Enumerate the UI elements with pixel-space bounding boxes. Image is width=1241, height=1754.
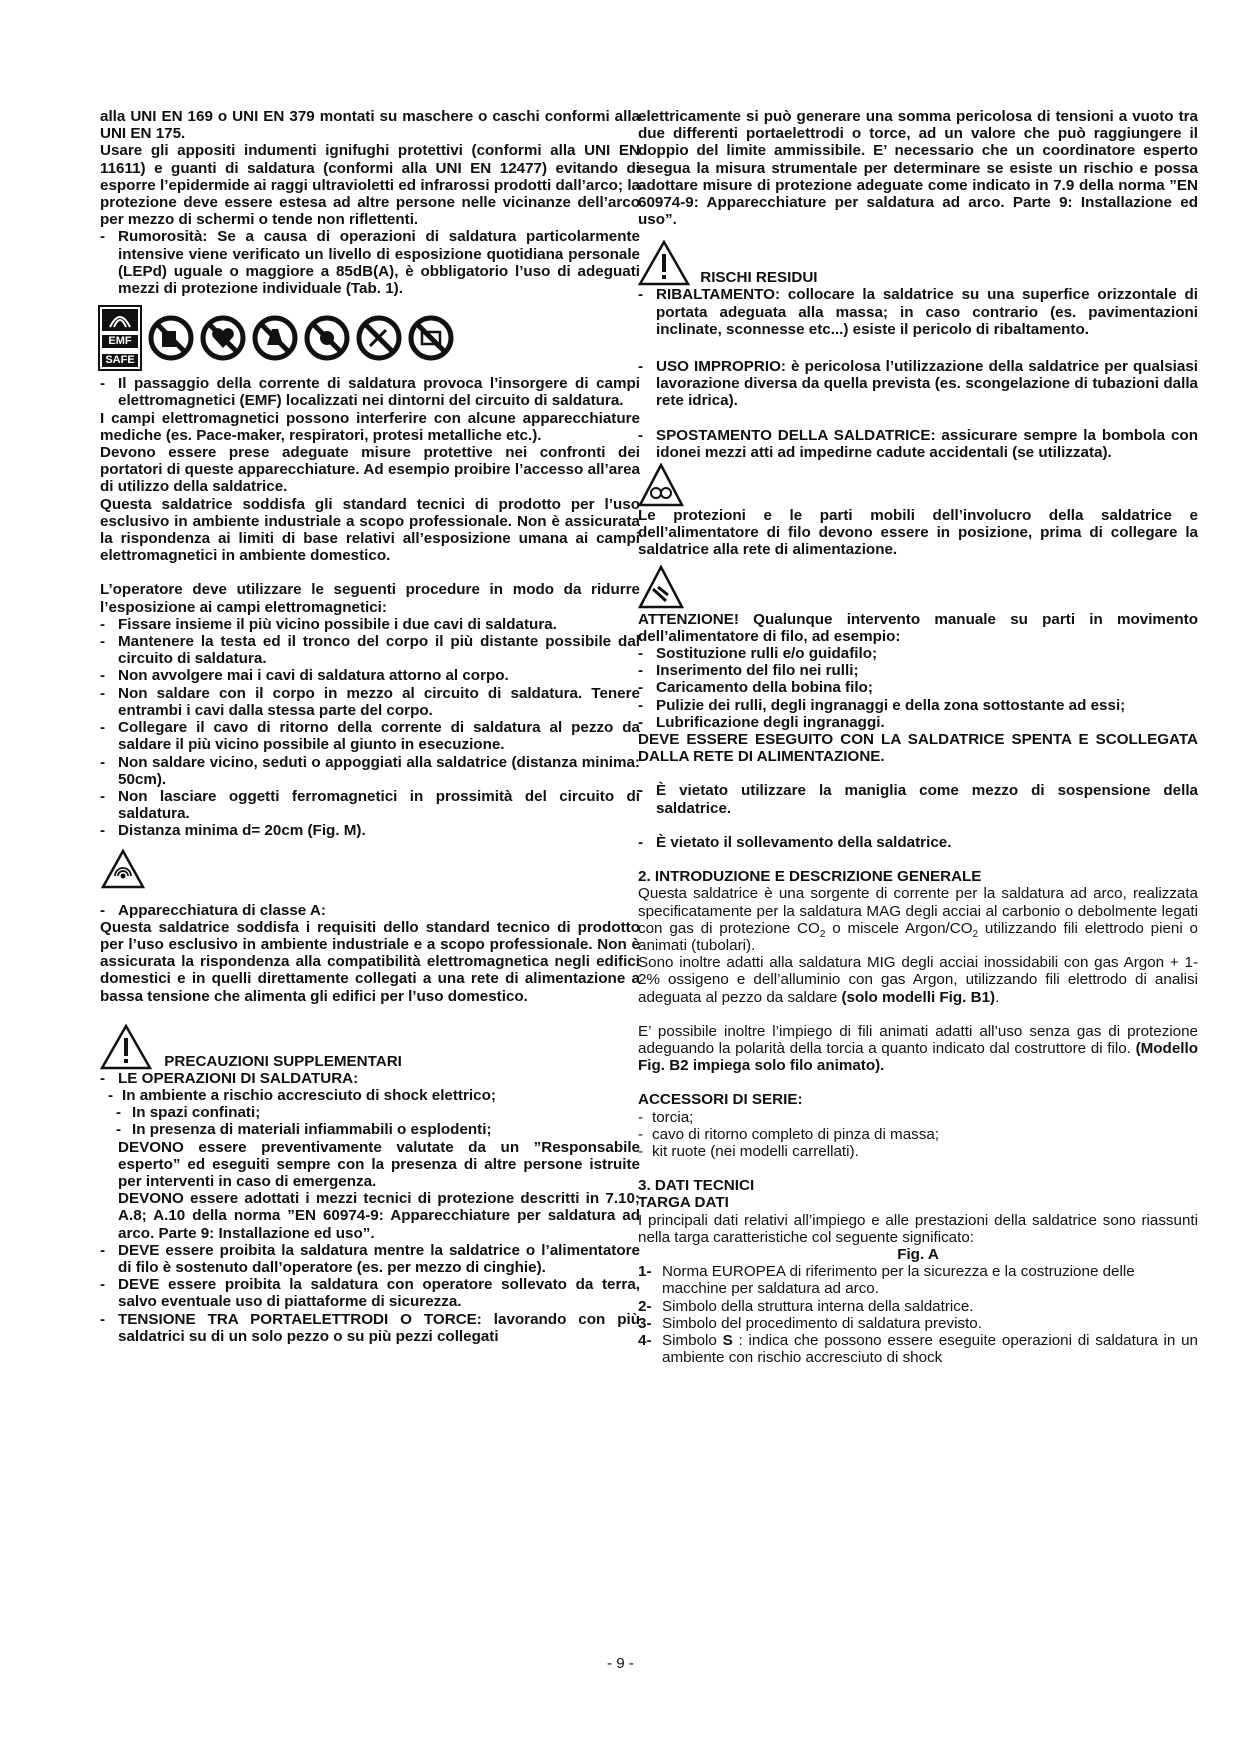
right-column xyxy=(638,108,1198,1366)
list-item: - RIBALTAMENTO: collocare la saldatrice su una superfice orizzontale di portata adeguata alla massa; in caso contrario (es. pavimentazioni inclinate, sconnesse etc...) esiste il pericolo di ribaltamento. xyxy=(638,286,1198,338)
list-item: 2- Simbolo della struttura interna della saldatrice. xyxy=(638,1297,974,1315)
ppe-text: alla UNI EN 169 o UNI EN 379 montati su maschere o caschi conformi alla UNI EN 175. xyxy=(100,108,640,143)
list-item: - Lubrificazione degli ingranaggi. xyxy=(638,713,885,731)
list-item: - Non saldare vicino, seduti o appoggiati alla saldatrice (distanza minima: 50cm). xyxy=(100,753,640,788)
emf-standard: Questa saldatrice soddisfa gli standard tecnici di prodotto per l’uso esclusivo in ambiente industriale a scopo professionale. Non è assicurata la rispondenza ai limiti di base relativi all’esposizione umana ai campi elettromagnetici in ambiente domestico. xyxy=(100,495,640,565)
class-a-text: Questa saldatrice soddisfa i requisiti dello standard tecnico di prodotto per l’uso esclusivo in ambiente industriale e a scopo professionale. Non è assicurata la rispondenza alla compatibilità elettromagnetica negli edifici domestici e in quelli direttamente collegati a una rete di alimentazione a bassa tensione che alimenta gli edifici per l’uso domestico. xyxy=(100,918,640,1005)
emf-measures: Devono essere prese adeguate misure protettive nei confronti dei portatori di queste apparecchiature. Ad esempio proibire l’accesso all’area di utilizzo della saldatrice. xyxy=(100,444,640,496)
section-3-para: I principali dati relativi all’impiego e alle prestazioni della saldatrice sono riassunti nella targa caratteristiche col seguente significato: xyxy=(638,1211,1198,1246)
attention-text: ATTENZIONE! Qualunque intervento manuale su parti in movimento dell’alimentatore di filo, ad esempio: xyxy=(638,610,1198,645)
list-item: - Inserimento del filo nei rulli; xyxy=(638,662,859,680)
class-a-item: - Apparecchiatura di classe A: xyxy=(100,901,326,919)
section-3-subtitle: TARGA DATI xyxy=(638,1194,729,1212)
list-item: 4- Simbolo S : indica che possono essere eseguite operazioni di saldatura in un ambiente con rischio accresciuto di shock xyxy=(638,1331,1199,1367)
clothing-text: Usare gli appositi indumenti ignifughi protettivi (conformi alla UNI EN 11611) e guanti di saldatura (conformi alla UNI EN 12477) evitando di esporre l’epidermide ai raggi ultravioletti ed infrarossi prodotti dall’arco; la protezione deve essere estesa ad altre persone nelle vicinanze dell’arco per mezzo di schermi o tende non riflettenti. xyxy=(100,142,640,229)
residual-heading: RISCHI RESIDUI xyxy=(638,240,1198,286)
section-2-para-3: E’ possibile inoltre l’impiego di fili animati adatti all’uso senza gas di protezione adeguando la polarità della torcia a quanto indicato dal costruttore di filo. (Modello Fig. B2 impiega solo filo animato). xyxy=(638,1022,1198,1075)
no-pacemaker-icon xyxy=(148,315,194,361)
ops-title: - LE OPERAZIONI DI SALDATURA: xyxy=(100,1069,359,1087)
page-number: - 9 - xyxy=(606,1655,634,1672)
list-item: 3- Simbolo del procedimento di saldatura previsto. xyxy=(638,1314,982,1332)
left-column xyxy=(100,108,640,1345)
emf-warning-icon xyxy=(100,848,146,890)
section-2-para-1: Questa saldatrice è una sorgente di corrente per la saldatura ad arco, realizzata specificatamente per la saldatura MAG degli acciai al carbonio o debolmente legati con gas di protezione $CO_2$ o miscele Argon/$CO_2$ utilizzando fili elettrodo pieni o animati (tubolari). xyxy=(638,885,1199,954)
emf-safe-icon: EMF SAFE xyxy=(98,305,142,371)
no-watch-icon xyxy=(304,315,350,361)
list-item: - Distanza minima d= 20cm (Fig. M). xyxy=(100,822,366,840)
list-item: - kit ruote (nei modelli carrellati). xyxy=(638,1142,859,1160)
list-item: - SPOSTAMENTO DELLA SALDATRICE: assicurare sempre la bombola con idonei mezzi atti ad impedirne cadute accidentali (se utilizzata). xyxy=(638,426,1198,461)
list-item: - Collegare il cavo di ritorno della corrente di saldatura al pezzo da saldare il più vicino possibile al giunto in esecuzione. xyxy=(100,719,640,754)
section-3-title: 3. DATI TECNICI xyxy=(638,1177,755,1195)
list-item: - In ambiente a rischio accresciuto di shock elettrico; xyxy=(108,1086,496,1104)
warning-icon xyxy=(638,240,690,286)
list-item: - In spazi confinati; xyxy=(116,1104,261,1122)
list-item: - USO IMPROPRIO: è pericolosa l’utilizzazione della saldatrice per qualsiasi lavorazione diversa da quella prevista (es. scongelazione di tubazioni dalla rete idrica). xyxy=(638,358,1198,410)
must-off-text: DEVE ESSERE ESEGUITO CON LA SALDATRICE SPENTA E SCOLLEGATA DALLA RETE DI ALIMENTAZIONE. xyxy=(638,731,1198,766)
list-item: - Non saldare con il corpo in mezzo al circuito di saldatura. Tenere entrambi i cavi dalla stessa parte del corpo. xyxy=(100,684,640,719)
list-item: - cavo di ritorno completo di pinza di massa; xyxy=(638,1125,940,1143)
list-item: - Non lasciare oggetti ferromagnetici in prossimità del circuito di saldatura. xyxy=(100,787,640,823)
accessories-title: ACCESSORI DI SERIE: xyxy=(638,1091,803,1109)
ops-must-1: DEVONO essere preventivamente valutate da un ”Responsabile esperto” ed eseguiti sempre con la presenza di altre persone istruite per interventi in caso di emergenza. xyxy=(118,1138,640,1190)
list-item: - Fissare insieme il più vicino possibile i due cavi di saldatura. xyxy=(100,615,557,633)
list-item: 1- Norma EUROPEA di riferimento per la sicurezza e la costruzione delle macchine per saldatura ad arco. xyxy=(638,1263,1135,1298)
precautions-heading: PRECAUZIONI SUPPLEMENTARI xyxy=(100,1024,640,1070)
emf-item: - Il passaggio della corrente di saldatura provoca l’insorgere di campi elettromagnetici (EMF) localizzati nei dintorni del circuito di saldatura. xyxy=(100,375,640,410)
moving-parts-warning-icon xyxy=(638,463,684,507)
list-item: - Caricamento della bobina filo; xyxy=(638,679,873,697)
hand-crush-warning-icon xyxy=(638,565,684,609)
list-item: - Sostituzione rulli e/o guidafilo; xyxy=(638,645,878,663)
list-item: - In presenza di materiali infiammabili o esplodenti; xyxy=(116,1121,492,1139)
figure-label: Fig. A xyxy=(897,1245,939,1263)
procedures-intro: L’operatore deve utilizzare le seguenti procedure in modo da ridurre l’esposizione ai campi elettromagnetici: xyxy=(100,581,640,616)
no-heart-device-icon xyxy=(200,315,246,361)
list-item: - È vietato il sollevamento della saldatrice. xyxy=(638,833,952,851)
voltage-continued: elettricamente si può generare una somma pericolosa di tensioni a vuoto tra due differenti portaelettrodi o torce, ad un valore che può raggiungere il doppio del limite ammissibile. E’ necessario che un coordinatore esperto esegua la misura strumentale per determinare se esiste un rischio e possa adottare misure di protezione adeguate come indicato in 7.9 della norma ”EN 60974-9: Apparecchiature per saldatura ad arco. Parte 9: Installazione ed uso”. xyxy=(638,108,1198,229)
list-item: - DEVE essere proibita la saldatura con operatore sollevato da terra, salvo eventuale uso di piattaforme di sicurezza. xyxy=(100,1276,640,1311)
list-item: - DEVE essere proibita la saldatura mentre la saldatrice o l’alimentatore di filo è sostenuto dall’operatore (es. per mezzo di cinghie). xyxy=(100,1241,640,1276)
noise-item: - Rumorosità: Se a causa di operazioni di saldatura particolarmente intensive viene verificato un livello di esposizione quotidiana personale (LEPd) uguale o maggiore a 85dB(A), è obbligatorio l’uso di adeguati mezzi di protezione individuale (Tab. 1). xyxy=(100,228,640,298)
section-2-para-2: Sono inoltre adatti alla saldatura MIG degli acciai inossidabili con gas Argon + 1-2% ossigeno e dell’alluminio con gas Argon, utilizzando fili elettrodo di analisi adeguata al pezzo da saldare (solo modelli Fig. B1). xyxy=(638,954,1198,1006)
list-item: - torcia; xyxy=(638,1108,694,1126)
list-item: - Non avvolgere mai i cavi di saldatura attorno al corpo. xyxy=(100,667,509,685)
list-item: - È vietato utilizzare la maniglia come mezzo di sospensione della saldatrice. xyxy=(638,782,1198,817)
no-magnetic-card-icon xyxy=(408,315,454,361)
guards-text: Le protezioni e le parti mobili dell’involucro della saldatrice e dell’alimentatore di filo devono essere in posizione, prima di collegare la saldatrice alla rete di alimentazione. xyxy=(638,507,1198,559)
warning-icon xyxy=(100,1024,152,1070)
no-tools-icon xyxy=(356,315,402,361)
emf-interference: I campi elettromagnetici possono interferire con alcune apparecchiature mediche (es. Pace-maker, respiratori, protesi metalliche etc.). xyxy=(100,409,640,444)
section-2-title: 2. INTRODUZIONE E DESCRIZIONE GENERALE xyxy=(638,868,982,886)
list-item: - TENSIONE TRA PORTAELETTRODI O TORCE: lavorando con più saldatrici su di un solo pezzo o su più pezzi collegati xyxy=(100,1310,640,1345)
prohibition-icons xyxy=(98,303,640,373)
ops-must-2: DEVONO essere adottati i mezzi tecnici di protezione descritti in 7.10; A.8; A.10 della norma ”EN 60974-9: Apparecchiature per saldatura ad arco. Parte 9: Installazione ed uso”. xyxy=(118,1190,640,1242)
list-item: - Mantenere la testa ed il tronco del corpo il più distante possibile dal circuito di saldatura. xyxy=(100,633,640,668)
no-metal-implant-icon xyxy=(252,315,298,361)
list-item: - Pulizie dei rulli, degli ingranaggi e della zona sottostante ad essi; xyxy=(638,696,1126,714)
